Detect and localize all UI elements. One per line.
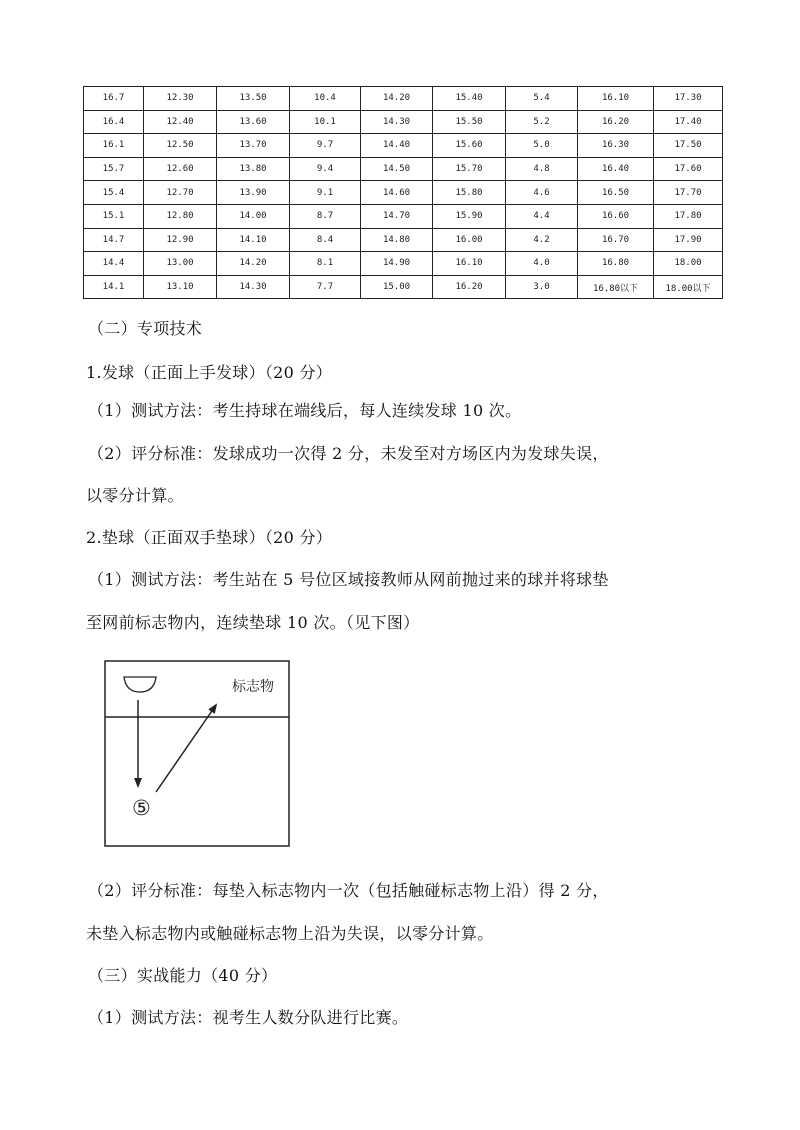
table-row bbox=[84, 252, 723, 276]
table-cell: 13.50 bbox=[217, 87, 290, 111]
table-cell: 16.1 bbox=[84, 134, 144, 158]
table-cell: 16.70 bbox=[578, 228, 654, 252]
table-cell: 14.60 bbox=[361, 181, 433, 205]
item1-heading: 1.发球（正面上手发球）（20 分） bbox=[86, 363, 333, 382]
item1-criteria: （2）评分标准：发球成功一次得 2 分，未发至对方场区内为发球失误， bbox=[88, 444, 609, 463]
item1-method: （1）测试方法：考生持球在端线后，每人连续发球 10 次。 bbox=[88, 401, 522, 420]
table-row bbox=[84, 204, 723, 228]
table-cell: 8.4 bbox=[290, 228, 361, 252]
table-cell: 17.40 bbox=[654, 110, 723, 134]
score-table-body bbox=[84, 87, 723, 299]
table-cell: 12.70 bbox=[144, 181, 217, 205]
table-cell: 12.90 bbox=[144, 228, 217, 252]
table-row bbox=[84, 134, 723, 158]
item2-method: （1）测试方法：考生站在 5 号位区域接教师从网前抛过来的球并将球垫 bbox=[88, 570, 609, 589]
table-cell: 4.2 bbox=[506, 228, 578, 252]
table-cell: 16.00 bbox=[433, 228, 506, 252]
table-cell: 15.90 bbox=[433, 204, 506, 228]
table-cell: 14.20 bbox=[361, 87, 433, 111]
table-row bbox=[84, 157, 723, 181]
table-cell: 15.1 bbox=[84, 204, 144, 228]
table-cell: 16.20 bbox=[433, 275, 506, 299]
table-cell: 14.1 bbox=[84, 275, 144, 299]
table-cell: 14.80 bbox=[361, 228, 433, 252]
position-5-label: ⑤ bbox=[132, 796, 151, 820]
section3-heading: （三）实战能力（40 分） bbox=[88, 966, 278, 985]
table-row bbox=[84, 228, 723, 252]
table-cell: 15.7 bbox=[84, 157, 144, 181]
table-cell: 17.70 bbox=[654, 181, 723, 205]
table-row bbox=[84, 181, 723, 205]
table-cell: 12.80 bbox=[144, 204, 217, 228]
item3-method: （1）测试方法：视考生人数分队进行比赛。 bbox=[88, 1008, 409, 1027]
table-cell: 14.00 bbox=[217, 204, 290, 228]
table-cell: 14.30 bbox=[361, 110, 433, 134]
table-cell: 14.90 bbox=[361, 252, 433, 276]
table-cell: 16.7 bbox=[84, 87, 144, 111]
teacher-icon bbox=[124, 677, 156, 692]
table-cell: 12.40 bbox=[144, 110, 217, 134]
table-cell: 17.30 bbox=[654, 87, 723, 111]
table-cell: 13.00 bbox=[144, 252, 217, 276]
table-cell: 17.90 bbox=[654, 228, 723, 252]
table-cell: 15.40 bbox=[433, 87, 506, 111]
table-cell: 12.50 bbox=[144, 134, 217, 158]
table-cell: 8.7 bbox=[290, 204, 361, 228]
table-cell: 7.7 bbox=[290, 275, 361, 299]
table-cell: 15.60 bbox=[433, 134, 506, 158]
table-cell: 14.30 bbox=[217, 275, 290, 299]
table-cell: 5.0 bbox=[506, 134, 578, 158]
table-cell: 16.80以下 bbox=[578, 275, 654, 299]
table-cell: 16.10 bbox=[578, 87, 654, 111]
table-cell: 8.1 bbox=[290, 252, 361, 276]
table-cell: 4.6 bbox=[506, 181, 578, 205]
table-cell: 16.10 bbox=[433, 252, 506, 276]
table-cell: 13.90 bbox=[217, 181, 290, 205]
table-cell: 13.70 bbox=[217, 134, 290, 158]
table-cell: 15.50 bbox=[433, 110, 506, 134]
table-cell: 5.4 bbox=[506, 87, 578, 111]
table-cell: 13.60 bbox=[217, 110, 290, 134]
table-cell: 9.1 bbox=[290, 181, 361, 205]
table-cell: 14.4 bbox=[84, 252, 144, 276]
table-cell: 14.40 bbox=[361, 134, 433, 158]
table-cell: 4.8 bbox=[506, 157, 578, 181]
table-row bbox=[84, 110, 723, 134]
table-cell: 4.0 bbox=[506, 252, 578, 276]
table-row bbox=[84, 87, 723, 111]
table-cell: 10.1 bbox=[290, 110, 361, 134]
table-cell: 16.40 bbox=[578, 157, 654, 181]
table-cell: 17.60 bbox=[654, 157, 723, 181]
table-cell: 16.80 bbox=[578, 252, 654, 276]
table-cell: 10.4 bbox=[290, 87, 361, 111]
item2-method-continued: 至网前标志物内，连续垫球 10 次。（见下图） bbox=[86, 613, 420, 632]
marker-label: 标志物 bbox=[232, 678, 274, 694]
table-cell: 16.4 bbox=[84, 110, 144, 134]
table-cell: 13.10 bbox=[144, 275, 217, 299]
table-cell: 17.80 bbox=[654, 204, 723, 228]
pass-arrow bbox=[156, 705, 216, 792]
table-cell: 5.2 bbox=[506, 110, 578, 134]
item2-heading: 2.垫球（正面双手垫球）（20 分） bbox=[86, 528, 333, 547]
table-cell: 12.60 bbox=[144, 157, 217, 181]
table-cell: 14.70 bbox=[361, 204, 433, 228]
table-cell: 14.7 bbox=[84, 228, 144, 252]
table-cell: 17.50 bbox=[654, 134, 723, 158]
table-cell: 15.4 bbox=[84, 181, 144, 205]
table-cell: 15.80 bbox=[433, 181, 506, 205]
table-cell: 9.4 bbox=[290, 157, 361, 181]
table-cell: 16.50 bbox=[578, 181, 654, 205]
item2-criteria: （2）评分标准：每垫入标志物内一次（包括触碰标志物上沿）得 2 分， bbox=[88, 881, 609, 900]
item1-criteria-continued: 以零分计算。 bbox=[86, 486, 184, 505]
table-cell: 18.00 bbox=[654, 252, 723, 276]
table-cell: 9.7 bbox=[290, 134, 361, 158]
table-cell: 18.00以下 bbox=[654, 275, 723, 299]
table-cell: 16.20 bbox=[578, 110, 654, 134]
pass-drill-diagram bbox=[104, 660, 290, 848]
table-row bbox=[84, 275, 723, 299]
table-cell: 15.70 bbox=[433, 157, 506, 181]
table-cell: 3.0 bbox=[506, 275, 578, 299]
table-cell: 16.60 bbox=[578, 204, 654, 228]
table-cell: 15.00 bbox=[361, 275, 433, 299]
table-cell: 12.30 bbox=[144, 87, 217, 111]
table-cell: 4.4 bbox=[506, 204, 578, 228]
table-cell: 14.20 bbox=[217, 252, 290, 276]
table-cell: 14.50 bbox=[361, 157, 433, 181]
item2-criteria-continued: 未垫入标志物内或触碰标志物上沿为失误，以零分计算。 bbox=[86, 924, 494, 943]
section2-heading: （二）专项技术 bbox=[88, 319, 203, 338]
table-cell: 14.10 bbox=[217, 228, 290, 252]
table-cell: 16.30 bbox=[578, 134, 654, 158]
score-table bbox=[83, 86, 723, 299]
table-cell: 13.80 bbox=[217, 157, 290, 181]
